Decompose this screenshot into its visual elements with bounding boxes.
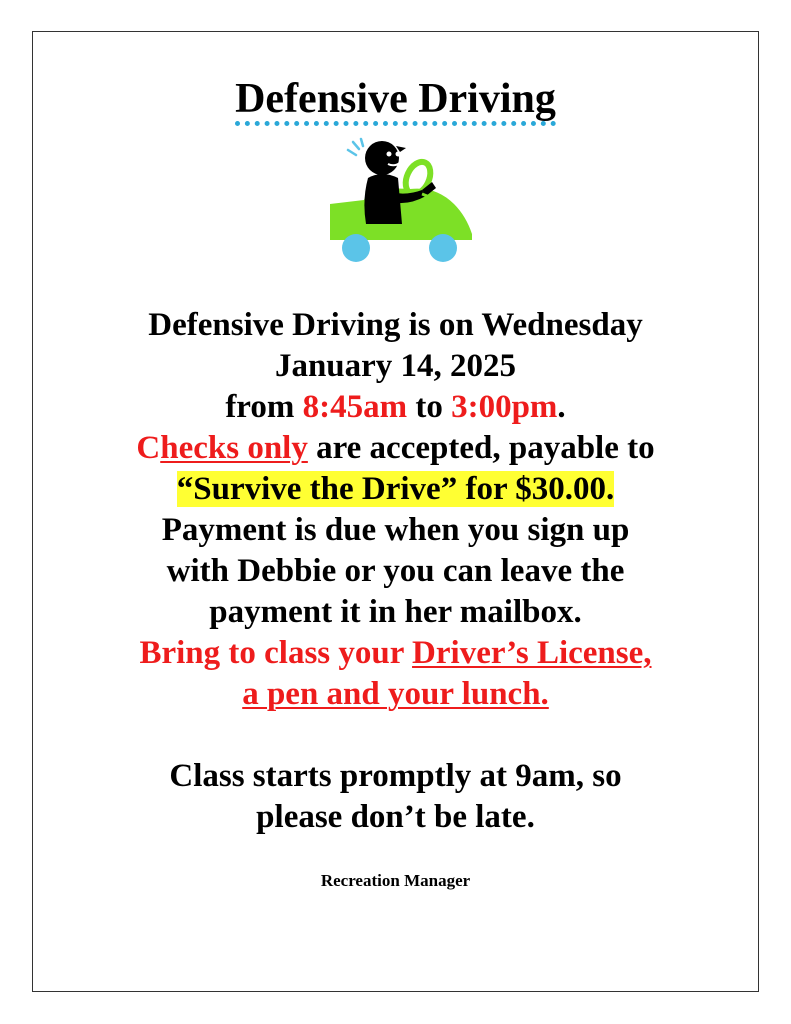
motion-lines: [348, 139, 363, 155]
time-period: .: [557, 389, 566, 425]
payee-highlight: “Survive the Drive” for $30.00.: [176, 471, 615, 507]
end-time: 3:00pm: [451, 389, 558, 425]
event-date-line: January 14, 2025: [274, 348, 517, 384]
event-day-line: Defensive Driving is on Wednesday: [148, 307, 643, 343]
time-to-text: to: [407, 389, 452, 425]
pen-lunch-text: a pen and your lunch.: [242, 676, 549, 712]
event-time-line: [0, 387, 791, 428]
payment-method-line: [0, 428, 791, 469]
time-from-text: from: [225, 389, 303, 425]
flyer-body: [0, 305, 791, 838]
spacer: [0, 715, 791, 756]
bring-lead-text: Bring to class your: [139, 635, 413, 671]
flyer-title-text: Defensive Driving: [235, 77, 556, 126]
pen-lunch-line: [0, 674, 791, 715]
class-start-line: Class starts promptly at 9am, so: [169, 758, 622, 794]
front-wheel: [429, 234, 457, 262]
person-driving-green-car-icon: [326, 134, 476, 264]
mailbox-line: payment it in her mailbox.: [209, 594, 582, 630]
bring-items-line: [0, 633, 791, 674]
rear-wheel: [342, 234, 370, 262]
signoff: Recreation Manager: [320, 871, 471, 890]
start-time: 8:45am: [302, 389, 408, 425]
checks-only-text: hecks only: [160, 430, 308, 466]
drivers-license-text: Driver’s License,: [412, 635, 652, 671]
dont-be-late-line: please don’t be late.: [256, 799, 535, 835]
checks-first-letter: C: [136, 430, 161, 466]
payment-due-line: Payment is due when you sign up: [161, 512, 630, 548]
payee-line: [0, 469, 791, 510]
flyer-title: [0, 74, 791, 126]
payable-to-text: are accepted, payable to: [307, 430, 655, 466]
signup-contact-line: with Debbie or you can leave the: [166, 553, 625, 589]
